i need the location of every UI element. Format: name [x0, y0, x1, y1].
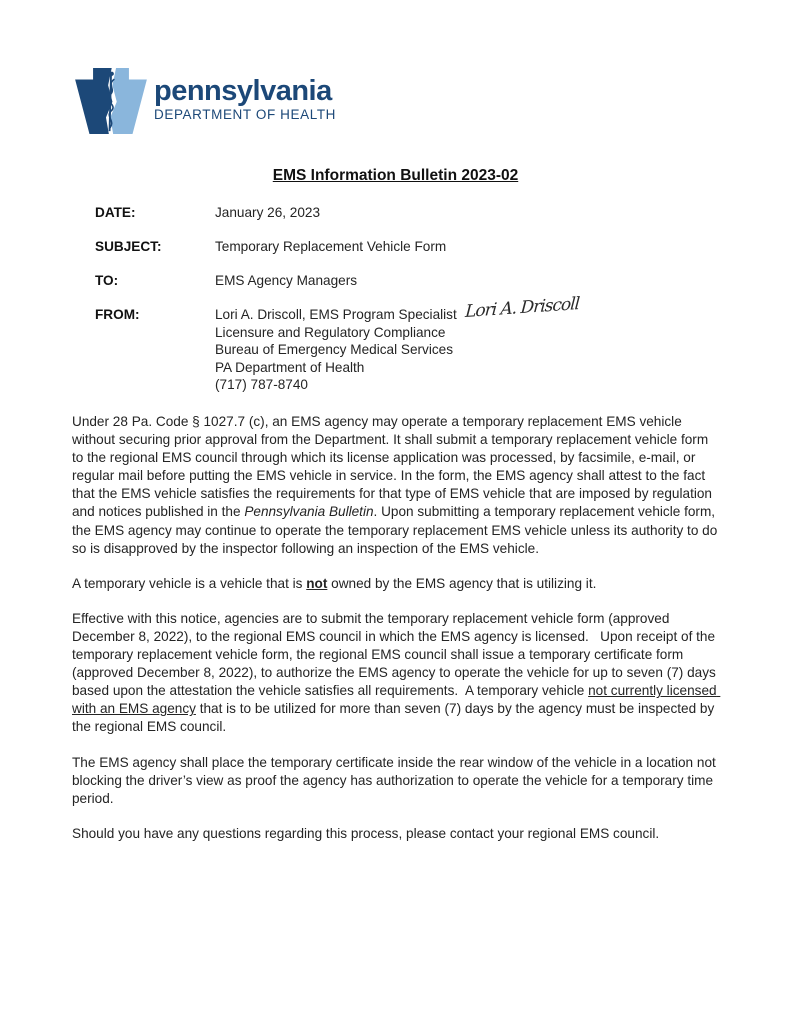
- from-value-block: [215, 293, 580, 394]
- keystone-caduceus-icon: [75, 68, 147, 134]
- to-value: EMS Agency Managers: [215, 273, 358, 288]
- handwritten-signature: Lori A. Driscoll: [464, 293, 580, 323]
- date-label: DATE:: [95, 205, 136, 220]
- paragraph-effective-text1: Effective with this notice, agencies are to submit the temporary replacement vehicle form (approved December 8, 2022), to the regional EMS council in which the EMS agency is licensed. Upon receipt of the temporary replacement vehicle form, the regional EMS council shall issue a temporary certificate form (approved December 8, 2022), to authorize the EMS agency to operate the vehicle for up to seven (7) days based upon the attestation the vehicle satisfies all requirements. A temporary vehicle: [72, 610, 720, 699]
- subject-row: [95, 238, 457, 256]
- bulletin-body: [72, 413, 721, 860]
- from-row: [95, 293, 580, 394]
- paragraph-effective-underlined: not currently licensed with an EMS agency: [72, 683, 721, 717]
- from-label: FROM:: [95, 307, 140, 322]
- date-value: January 26, 2023: [215, 205, 321, 220]
- paragraph-certificate-placement: The EMS agency shall place the temporary certificate inside the rear window of the vehicle in a location not blocking the driver’s view as proof the agency has authorization to operate the vehicle for a temporary time period.: [72, 754, 720, 806]
- pa-doh-logo: [75, 68, 336, 134]
- date-row: [95, 204, 457, 222]
- paragraph-regulation-text1: Under 28 Pa. Code § 1027.7 (c), an EMS agency may operate a temporary replacement EMS vehicle without securing prior approval from the Department. It shall submit a temporary replacement vehicle form to the regional EMS council through which its license application was processed, by facsimile, e-mail, or regular mail before putting the EMS vehicle in service. In the form, the EMS agency shall attest to the fact that the EMS vehicle satisfies the requirements for that type of EMS vehicle that are imposed by regulation and notices published in the: [72, 414, 716, 520]
- bulletin-header-fields: [95, 204, 580, 410]
- from-bureau-line: Bureau of Emergency Medical Services: [215, 342, 453, 357]
- logo-wordmark: [154, 76, 336, 122]
- from-department-line: PA Department of Health: [215, 359, 365, 375]
- paragraph-definition-text2: owned by the EMS agency that is utilizing it.: [327, 575, 597, 591]
- paragraph-questions: Should you have any questions regarding this process, please contact your regional EMS council.: [72, 825, 660, 841]
- paragraph-regulation: [72, 413, 721, 558]
- paragraph-effective-text2: that is to be utilized for more than seven (7) days by the agency must be inspected by the regional EMS council.: [72, 701, 719, 735]
- paragraph-effective-notice: [72, 610, 721, 737]
- paragraph-definition-emphasis: not: [306, 575, 328, 591]
- paragraph-definition: [72, 575, 721, 593]
- paragraph-regulation-text2: . Upon submitting a temporary replacement vehicle form, the EMS agency may continue to operate the temporary replacement EMS vehicle unless its authority to do so is disapproved by the inspector following an inspection of the EMS vehicle.: [72, 504, 722, 556]
- logo-brand-name: pennsylvania: [154, 75, 332, 107]
- logo-department-label: DEPARTMENT OF HEALTH: [154, 107, 337, 122]
- from-name-line: Lori A. Driscoll, EMS Program Specialist: [215, 307, 457, 322]
- paragraph-definition-text1: A temporary vehicle is a vehicle that is: [72, 575, 307, 591]
- to-label: TO:: [95, 273, 119, 288]
- from-phone-line: (717) 787-8740: [215, 377, 308, 392]
- subject-label: SUBJECT:: [95, 239, 162, 254]
- paragraph-regulation-italic-citation: Pennsylvania Bulletin: [244, 504, 374, 520]
- bulletin-title: EMS Information Bulletin 2023-02: [272, 167, 519, 184]
- from-office-line: Licensure and Regulatory Compliance: [215, 324, 446, 340]
- subject-value: Temporary Replacement Vehicle Form: [215, 239, 447, 254]
- to-row: [95, 272, 457, 290]
